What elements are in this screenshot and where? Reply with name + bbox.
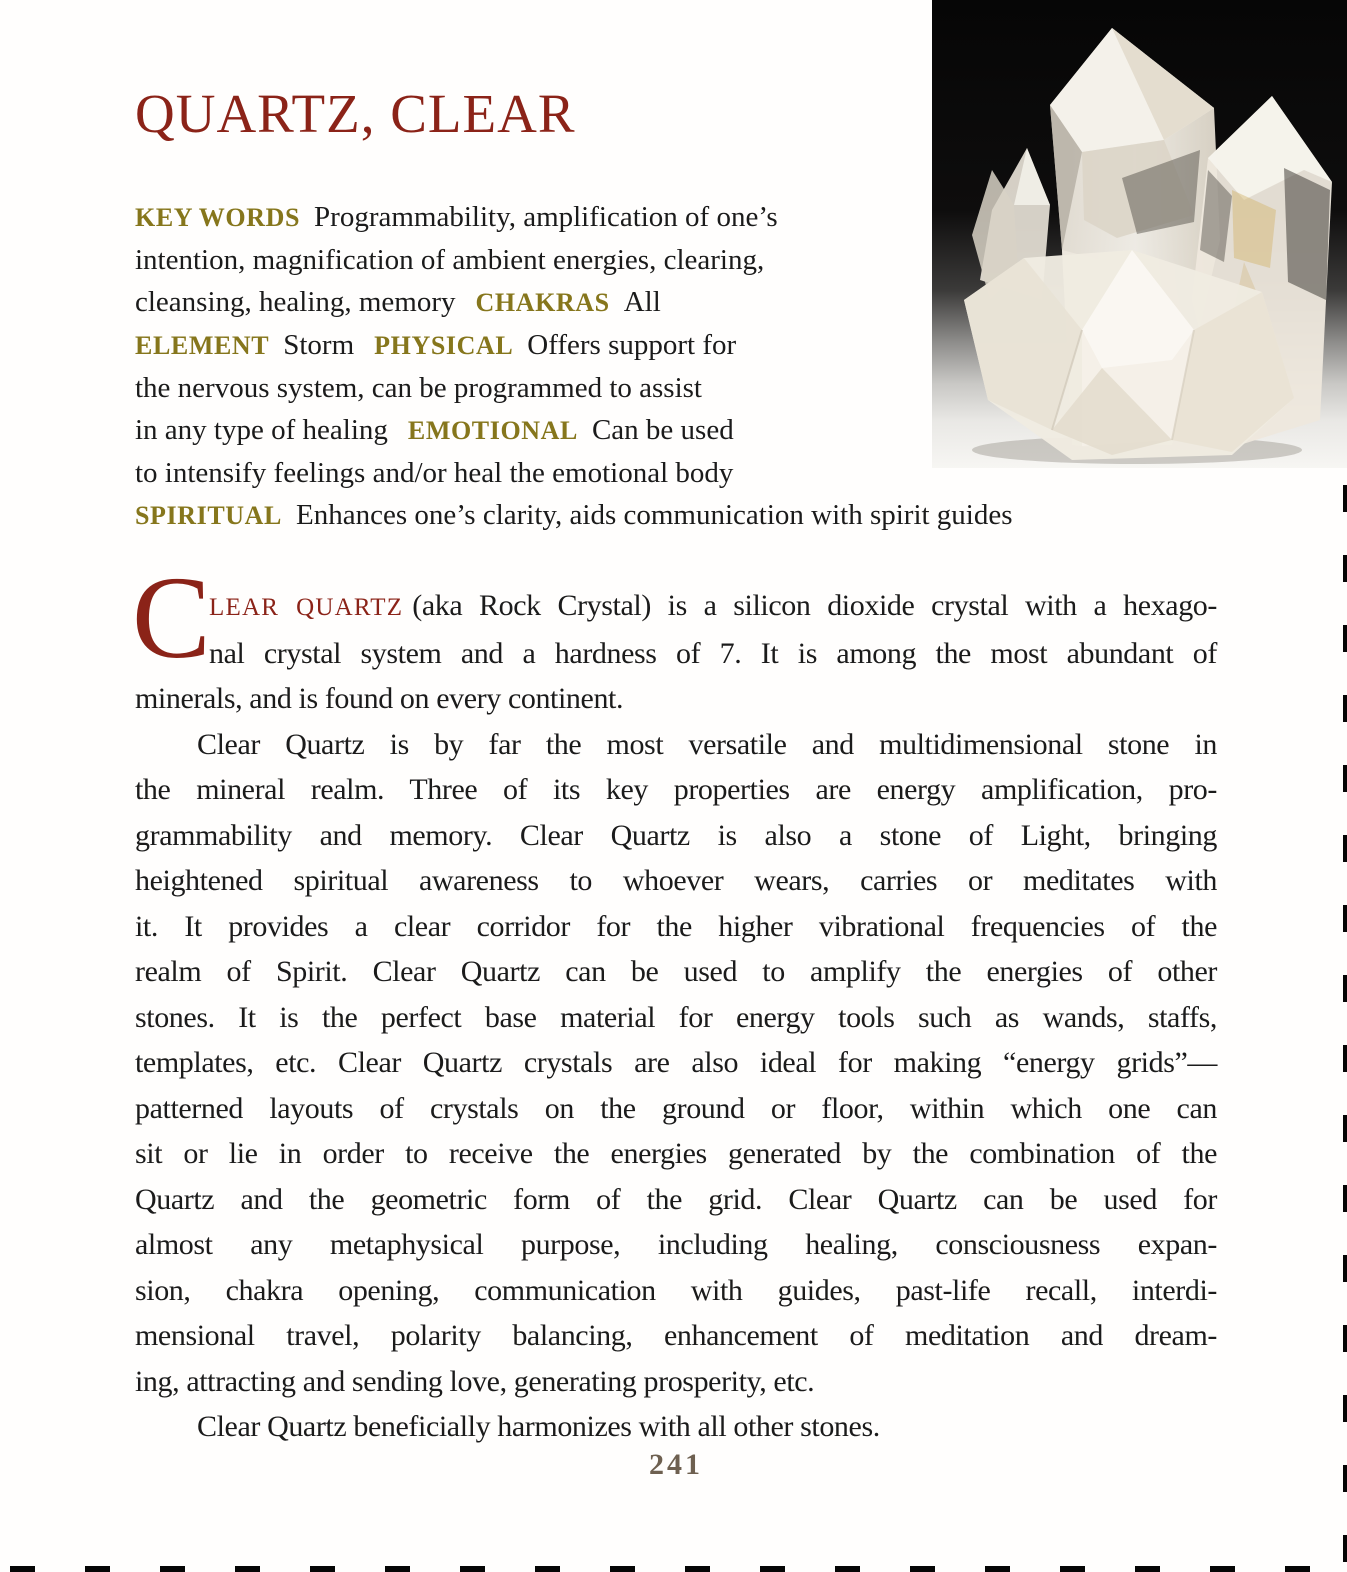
keyword-text: to intensify feelings and/or heal the emotional body bbox=[135, 457, 734, 489]
keyword-text: the nervous system, can be programmed to assist bbox=[135, 372, 702, 404]
edge-mark bbox=[310, 1566, 335, 1572]
keywords-line bbox=[135, 494, 1245, 537]
edge-mark bbox=[235, 1566, 260, 1572]
keyword-label: ELEMENT bbox=[135, 331, 270, 360]
edge-mark bbox=[1060, 1566, 1085, 1572]
keyword-text: Storm bbox=[283, 329, 355, 361]
text-line: templates, etc. Clear Quartz crystals are also ideal for making “energy grids”— bbox=[135, 1046, 1217, 1079]
page-title: QUARTZ, CLEAR bbox=[135, 83, 576, 144]
keyword-label: EMOTIONAL bbox=[407, 416, 578, 445]
edge-mark bbox=[160, 1566, 185, 1572]
text-line: Quartz and the geometric form of the grid. Clear Quartz can be used for bbox=[135, 1182, 1217, 1216]
edge-mark bbox=[1343, 975, 1347, 1002]
page-number: 241 bbox=[649, 1448, 703, 1481]
text-line: sion, chakra opening, communication with guides, past-life recall, interdi- bbox=[135, 1273, 1217, 1307]
edge-mark bbox=[1343, 625, 1347, 652]
quartz-crystal-illustration bbox=[932, 0, 1347, 468]
edge-mark bbox=[985, 1566, 1010, 1572]
quartz-photo bbox=[932, 0, 1347, 468]
keyword-text: cleansing, healing, memory bbox=[135, 286, 456, 318]
paragraph bbox=[132, 552, 1217, 722]
edge-mark bbox=[610, 1566, 635, 1572]
keyword-label: SPIRITUAL bbox=[135, 501, 282, 530]
edge-mark bbox=[10, 1566, 35, 1572]
edge-mark bbox=[1343, 1115, 1347, 1142]
keyword-text: All bbox=[623, 286, 661, 318]
text-line: heightened spiritual awareness to whoever wears, carries or meditates with bbox=[135, 864, 1217, 897]
paragraph bbox=[135, 722, 1217, 1405]
edge-mark bbox=[1343, 1395, 1347, 1422]
keyword-text: Offers support for bbox=[527, 329, 737, 361]
edge-mark bbox=[460, 1566, 485, 1572]
edge-mark bbox=[1210, 1566, 1235, 1572]
edge-mark bbox=[385, 1566, 410, 1572]
text-line: LEAR QUARTZ (aka Rock Crystal) is a silicon dioxide crystal with a hexago- bbox=[209, 589, 1217, 622]
edge-mark bbox=[1343, 905, 1347, 932]
keyword-label: PHYSICAL bbox=[374, 331, 514, 360]
edge-mark bbox=[1343, 1045, 1347, 1072]
keyword-text: Can be used bbox=[591, 414, 734, 446]
keyword-text: intention, magnification of ambient energies, clearing, bbox=[135, 244, 765, 276]
text-line: minerals, and is found on every continent. bbox=[135, 682, 624, 715]
edge-mark bbox=[910, 1566, 935, 1572]
edge-mark bbox=[1343, 485, 1347, 512]
text-line: Clear Quartz beneficially harmonizes with all other stones. bbox=[197, 1410, 880, 1443]
edge-mark bbox=[1285, 1566, 1310, 1572]
edge-mark bbox=[835, 1566, 860, 1572]
body-text bbox=[132, 552, 1217, 1450]
text-line: nal crystal system and a hardness of 7. It is among the most abundant of bbox=[209, 636, 1217, 670]
edge-mark bbox=[1343, 835, 1347, 862]
edge-mark bbox=[1135, 1566, 1160, 1572]
edge-mark bbox=[1343, 695, 1347, 722]
edge-mark bbox=[85, 1566, 110, 1572]
drop-cap: C bbox=[132, 552, 211, 683]
edge-mark bbox=[1343, 1535, 1347, 1562]
keyword-label: CHAKRAS bbox=[475, 288, 610, 317]
keyword-text: Enhances one’s clarity, aids communication with spirit guides bbox=[296, 499, 1013, 531]
edge-mark bbox=[1343, 1325, 1347, 1352]
text-line: the mineral realm. Three of its key properties are energy amplification, pro- bbox=[135, 773, 1217, 806]
edge-mark bbox=[760, 1566, 785, 1572]
text-line: it. It provides a clear corridor for the higher vibrational frequencies of the bbox=[135, 909, 1217, 943]
text-line: Clear Quartz is by far the most versatile and multidimensional stone in bbox=[197, 727, 1217, 761]
text-line: almost any metaphysical purpose, including healing, consciousness expan- bbox=[135, 1228, 1217, 1261]
text-line: mensional travel, polarity balancing, enhancement of meditation and dream- bbox=[135, 1319, 1217, 1352]
paragraph bbox=[135, 1404, 1217, 1450]
text-line: grammability and memory. Clear Quartz is also a stone of Light, bringing bbox=[135, 818, 1217, 852]
lead-small-caps: LEAR QUARTZ bbox=[209, 594, 404, 621]
keyword-text: Programmability, amplification of one’s bbox=[314, 201, 778, 233]
keyword-text: in any type of healing bbox=[135, 414, 388, 446]
text-line: realm of Spirit. Clear Quartz can be used to amplify the energies of other bbox=[135, 955, 1217, 988]
edge-mark bbox=[685, 1566, 710, 1572]
keyword-label: KEY WORDS bbox=[135, 203, 301, 232]
text-line: ing, attracting and sending love, generating prosperity, etc. bbox=[135, 1364, 815, 1398]
edge-mark bbox=[1343, 765, 1347, 792]
edge-mark bbox=[535, 1566, 560, 1572]
edge-mark bbox=[1343, 555, 1347, 582]
edge-mark bbox=[1343, 1465, 1347, 1492]
text-line: sit or lie in order to receive the energies generated by the combination of the bbox=[135, 1137, 1217, 1170]
edge-mark bbox=[1343, 1185, 1347, 1212]
text-line: patterned layouts of crystals on the ground or floor, within which one can bbox=[135, 1091, 1217, 1125]
edge-mark bbox=[1343, 1255, 1347, 1282]
text-line: stones. It is the perfect base material for energy tools such as wands, staffs, bbox=[135, 1000, 1217, 1034]
